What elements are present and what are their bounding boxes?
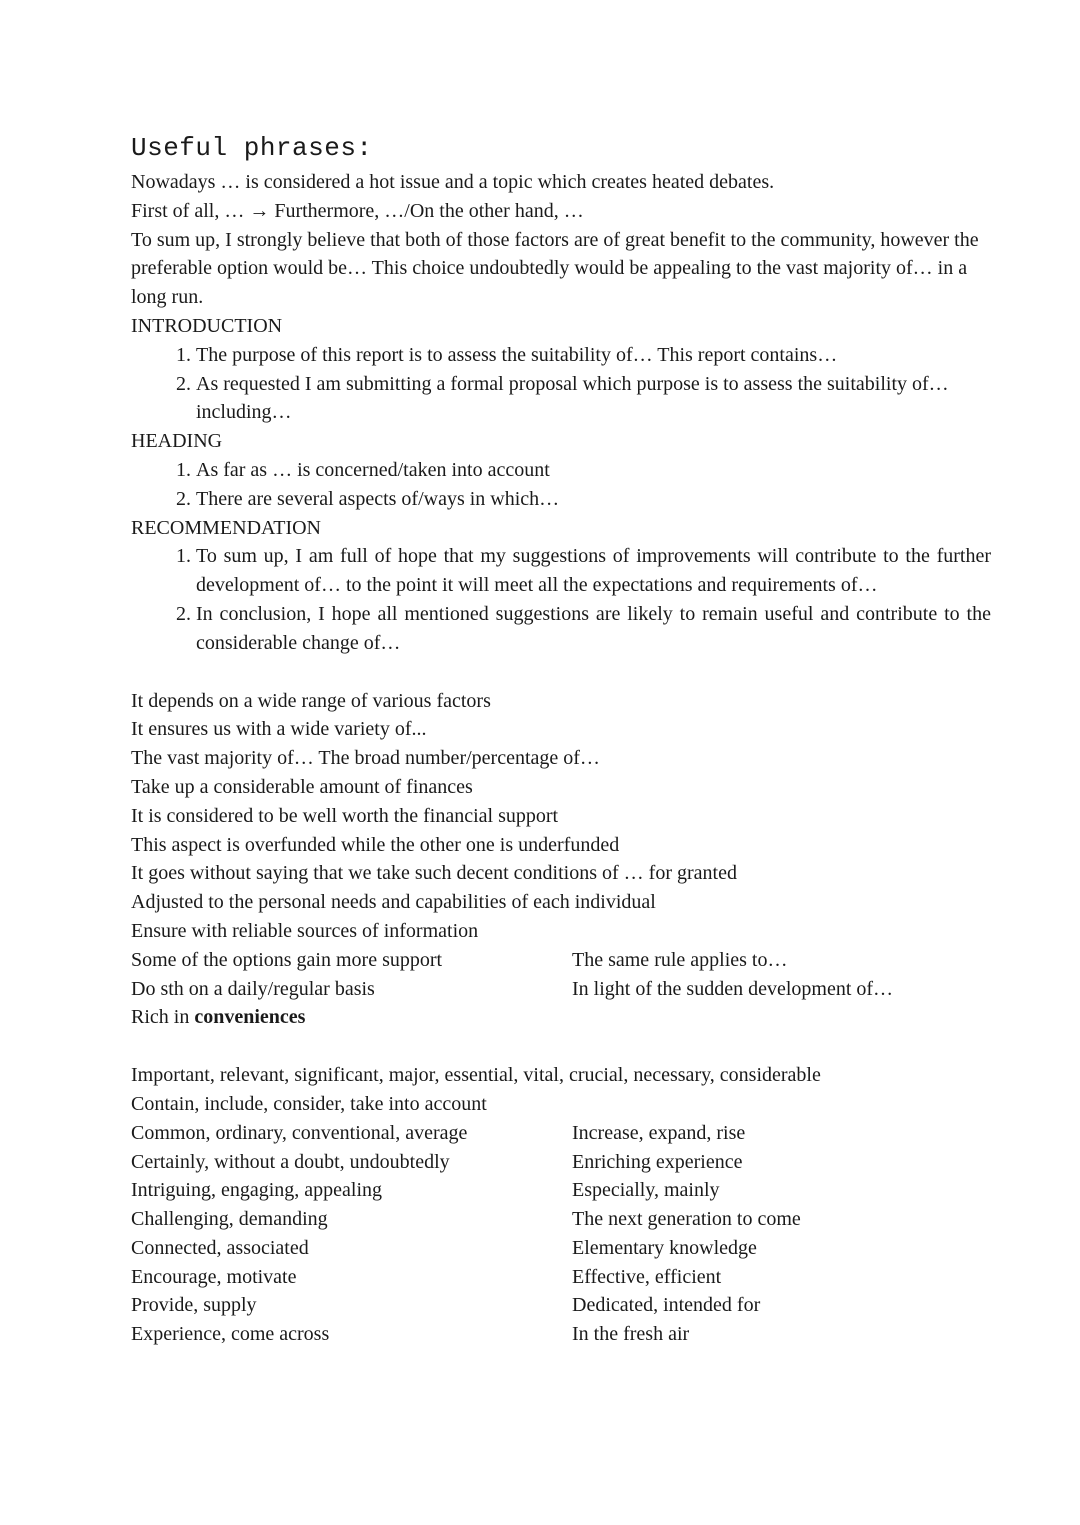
list-item: 1. As far as … is concerned/taken into account [196,456,991,485]
intro-line: First of all, … → Furthermore, …/On the other hand, … [131,199,584,222]
section-heading-introduction: INTRODUCTION [131,314,283,337]
vocab-item: Certainly, without a doubt, undoubtedly [131,1150,450,1173]
vocab-item: Dedicated, intended for [572,1294,761,1317]
phrase-line: Ensure with reliable sources of information [131,919,479,942]
phrases-two-column [131,946,991,1004]
list-item: 2. There are several aspects of/ways in which… [196,485,991,514]
vocab-item: Especially, mainly [572,1179,720,1202]
vocab-item: Connected, associated [131,1236,309,1259]
vocab-item: Challenging, demanding [131,1208,328,1231]
phrase-line: Adjusted to the personal needs and capabilities of each individual [131,891,656,914]
list-item: 2. In conclusion, I hope all mentioned suggestions are likely to remain useful and contribute to the considerable change of… [196,600,991,658]
vocab-item: Experience, come across [131,1323,330,1346]
intro-line: Nowadays … is considered a hot issue and a topic which creates heated debates. [131,171,775,193]
vocab-item: Intriguing, engaging, appealing [131,1179,383,1202]
phrase-line: The same rule applies to… [572,948,788,971]
phrase-line: In light of the sudden development of… [572,977,894,1000]
phrase-line: This aspect is overfunded while the other one is underfunded [131,833,620,856]
rich-in-line [131,1003,991,1032]
vocab-line: Contain, include, consider, take into account [131,1092,487,1115]
vocab-two-column [131,1119,991,1349]
phrase-line: Take up a considerable amount of finances [131,775,473,798]
rich-in-bold-word: conveniences [194,1006,306,1029]
vocab-left-column [131,1119,572,1349]
spacer [131,658,991,687]
phrase-line: Some of the options gain more support [131,948,443,971]
vocab-item: Elementary knowledge [572,1236,757,1259]
vocab-item: The next generation to come [572,1208,801,1231]
page-title: Useful phrases: [131,133,373,163]
vocab-line: Important, relevant, significant, major, essential, vital, crucial, necessary, considerable [131,1064,821,1087]
phrase-line: Do sth on a daily/regular basis [131,977,375,1000]
recommendation-list [131,542,991,657]
list-item: 1. To sum up, I am full of hope that my suggestions of improvements will contribute to the further development of… to the point it will meet all the expectations and requirements of… [196,542,991,600]
phrase-line: The vast majority of… The broad number/percentage of… [131,747,600,770]
section-heading-recommendation: RECOMMENDATION [131,516,321,539]
phrases-right-column [572,946,893,1004]
summary-paragraph: To sum up, I strongly believe that both of those factors are of great benefit to the community, however the preferable option would be… This choice undoubtedly would be appealing to the vast majority of… in a long run. [131,228,979,309]
section-heading-heading: HEADING [131,430,223,453]
vocab-item: In the fresh air [572,1323,690,1346]
vocab-item: Common, ordinary, conventional, average [131,1121,468,1144]
rich-in-prefix: Rich in [131,1006,195,1029]
phrases-left-column [131,946,572,1004]
phrase-line: It ensures us with a wide variety of... [131,718,427,741]
list-item: 2. As requested I am submitting a formal proposal which purpose is to assess the suitability of… including… [196,370,991,428]
phrase-line: It depends on a wide range of various factors [131,689,491,712]
vocab-item: Increase, expand, rise [572,1121,746,1144]
introduction-list [131,341,991,427]
vocab-right-column [572,1119,801,1349]
list-item: 1. The purpose of this report is to assess the suitability of… This report contains… [196,341,991,370]
phrase-line: It is considered to be well worth the financial support [131,804,559,827]
document-content [131,130,991,1349]
vocab-item: Enriching experience [572,1150,743,1173]
vocab-item: Provide, supply [131,1294,257,1317]
vocab-item: Encourage, motivate [131,1265,297,1288]
vocab-item: Effective, efficient [572,1265,722,1288]
phrase-line: It goes without saying that we take such decent conditions of … for granted [131,862,737,885]
heading-list [131,456,991,514]
spacer [131,1032,991,1061]
